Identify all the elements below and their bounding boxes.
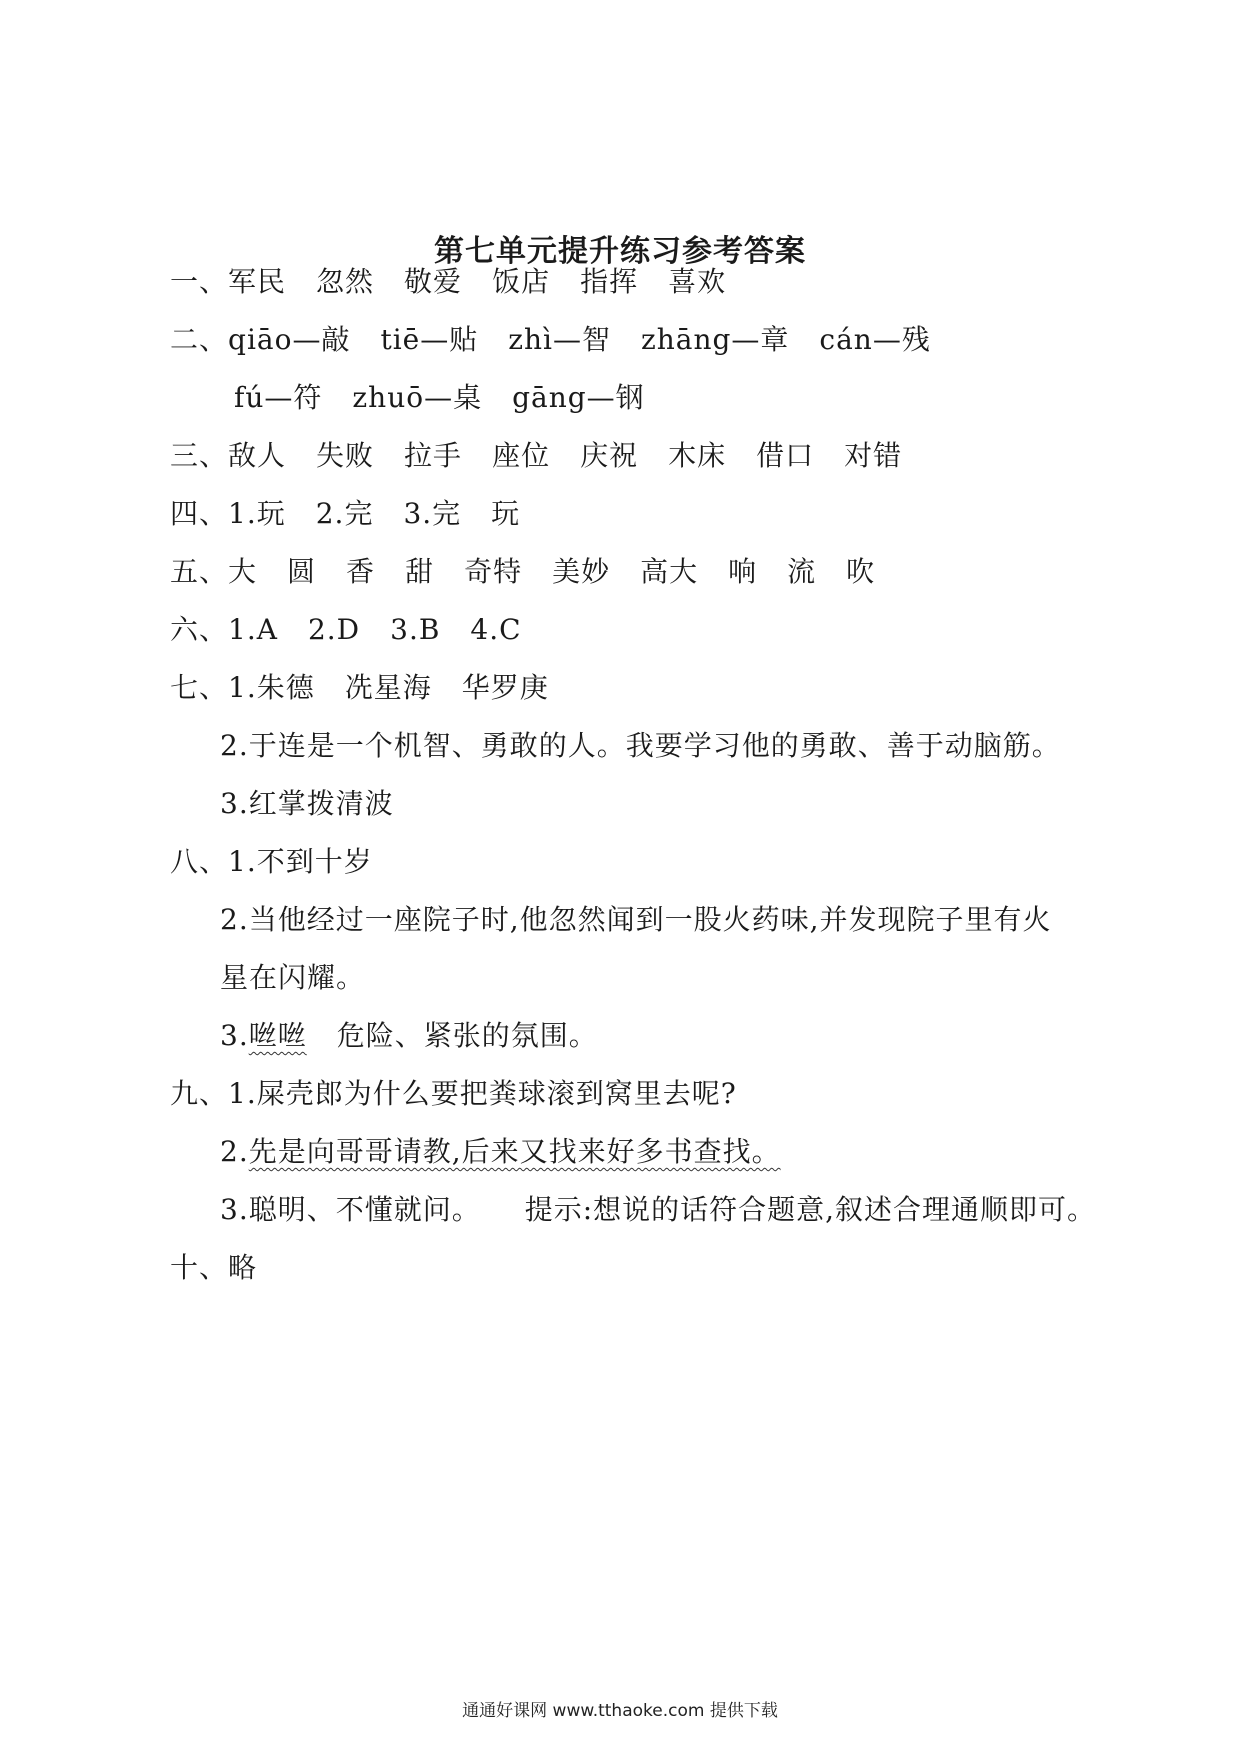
answer-item: 甜: [405, 555, 435, 588]
question-7-answer-2: 2.于连是一个机智、勇敢的人。我要学习他的勇敢、善于动脑筋。: [220, 729, 1061, 762]
answer-item: 军民: [228, 265, 287, 298]
question-4: [170, 494, 520, 534]
question-2-label: 二、: [170, 323, 229, 356]
answer-item: 香: [346, 555, 376, 588]
answer-item: 高大: [640, 555, 699, 588]
question-9: [170, 1074, 737, 1114]
answer-item: 3.B: [390, 613, 441, 646]
answer-item: 对错: [844, 439, 903, 472]
answer-item: 1.玩: [228, 497, 286, 530]
answer-item: 华罗庚: [461, 671, 549, 704]
answer-item: fú—符: [234, 381, 323, 414]
question-8: [170, 842, 373, 882]
answer-item: 敌人: [228, 439, 287, 472]
question-8-answer-2-continued: 星在闪耀。: [220, 961, 366, 994]
question-6-label: 六、: [170, 613, 229, 646]
question-7-label: 七、: [170, 671, 229, 704]
question-10-answer: 略: [228, 1251, 258, 1284]
answer-item: 大: [228, 555, 258, 588]
answer-item: 4.C: [470, 613, 522, 646]
answer-item: 忽然: [316, 265, 375, 298]
question-1-label: 一、: [170, 265, 229, 298]
question-2: [170, 320, 931, 360]
question-9-label: 九、: [170, 1077, 229, 1110]
answer-item: 1.朱德: [228, 671, 315, 704]
question-7-answer-3: 3.红掌拨清波: [220, 787, 394, 820]
answer-item: 饭店: [492, 265, 551, 298]
question-6: [170, 610, 522, 650]
answer-text: 危险、紧张的氛围。: [336, 1019, 598, 1052]
answer-item: 1.A: [228, 613, 278, 646]
question-1: [170, 262, 726, 302]
answer-item: 失败: [316, 439, 375, 472]
answer-item: zhuō—桌: [352, 381, 483, 414]
answer-item: 2.完: [315, 497, 374, 530]
question-8-answer-2: 2.当他经过一座院子时,他忽然闻到一股火药味,并发现院子里有火: [220, 903, 1052, 936]
answer-item: cán—残: [819, 323, 931, 356]
answer-item: 冼星海: [344, 671, 432, 704]
answer-item: 喜欢: [668, 265, 727, 298]
answer-item: 美妙: [552, 555, 611, 588]
answer-item: 座位: [492, 439, 551, 472]
answer-item: 吹: [846, 555, 876, 588]
question-5: [170, 552, 875, 592]
answer-item: zhāng—章: [640, 323, 790, 356]
question-9-answer-2: [220, 1132, 781, 1172]
answer-item: tiē—贴: [380, 323, 479, 356]
answer-item: 玩: [491, 497, 521, 530]
answer-item: 木床: [668, 439, 727, 472]
footer-credit: 通通好课网 www.tthaoke.com 提供下载: [462, 1701, 778, 1721]
question-9-answer-3: [220, 1190, 1096, 1230]
page-title: 第七单元提升练习参考答案: [434, 234, 806, 269]
answer-item: 圆: [287, 555, 317, 588]
answer-item: 指挥: [580, 265, 639, 298]
question-9-answer-1: 1.屎壳郎为什么要把粪球滚到窝里去呢?: [228, 1077, 737, 1110]
answer-item: 奇特: [464, 555, 523, 588]
answer-number: 3.: [220, 1019, 249, 1052]
question-10-label: 十、: [170, 1251, 229, 1284]
question-2-continued: [234, 378, 645, 418]
question-5-label: 五、: [170, 555, 229, 588]
answer-item: 2.D: [307, 613, 361, 646]
wavy-underlined-word: 咝咝: [248, 1019, 307, 1052]
answer-item: qiāo—敲: [228, 323, 351, 356]
question-8-label: 八、: [170, 845, 229, 878]
question-8-answer-3: [220, 1016, 598, 1056]
question-7: [170, 668, 549, 708]
answer-text: 3.聪明、不懂就问。: [220, 1193, 481, 1226]
question-10: [170, 1248, 257, 1288]
answer-item: gāng—钢: [512, 381, 645, 414]
question-8-answer-1: 1.不到十岁: [228, 845, 373, 878]
wavy-underlined-sentence: 先是向哥哥请教,后来又找来好多书查找。: [248, 1135, 781, 1168]
question-4-label: 四、: [170, 497, 229, 530]
answer-item: zhì—智: [508, 323, 611, 356]
answer-number: 2.: [220, 1135, 249, 1168]
answer-item: 借口: [756, 439, 815, 472]
answer-item: 拉手: [404, 439, 463, 472]
answer-item: 响: [728, 555, 758, 588]
answer-item: 3.完: [403, 497, 462, 530]
question-3-label: 三、: [170, 439, 229, 472]
question-3: [170, 436, 902, 476]
hint-text: 提示:想说的话符合题意,叙述合理通顺即可。: [524, 1193, 1097, 1226]
answer-item: 流: [787, 555, 817, 588]
answer-item: 敬爱: [404, 265, 463, 298]
answer-item: 庆祝: [580, 439, 639, 472]
